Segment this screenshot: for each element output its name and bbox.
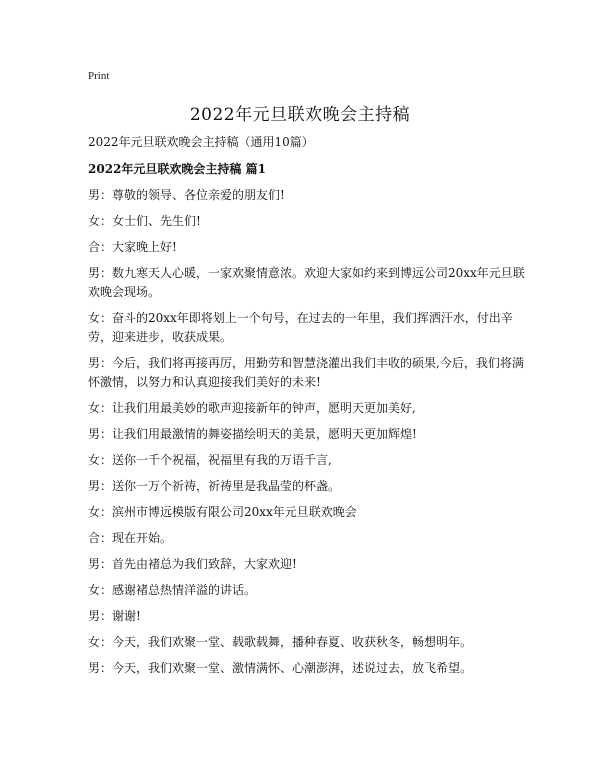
script-line: 男：尊敬的领导、各位亲爱的朋友们!: [88, 188, 285, 202]
script-line: 女：送你一千个祝福，祝福里有我的万语千言,: [88, 453, 332, 467]
page-title: 2022年元旦联欢晚会主持稿: [189, 105, 411, 125]
script-line: 女：今天，我们欢聚一堂、载歌载舞，播种春夏、收获秋冬，畅想明年。: [88, 635, 473, 649]
document-subtitle: 2022年元旦联欢晚会主持稿（通用10篇）: [88, 135, 314, 149]
print-label[interactable]: Print: [88, 70, 110, 82]
script-line: 男：首先由褚总为我们致辞，大家欢迎!: [88, 557, 297, 571]
script-line: 男：谢谢!: [88, 609, 141, 623]
script-line: 女：感谢褚总热情洋溢的讲话。: [88, 583, 257, 597]
section-heading: 2022年元旦联欢晚会主持稿 篇1: [88, 162, 266, 176]
script-line: 女：奋斗的20xx年即将划上一个句号，在过去的一年里，我们挥洒汗水，付出辛劳，迎来进步，收获成果。: [88, 311, 513, 344]
script-line: 男：今后，我们将再接再厉，用勤劳和智慧浇灌出我们丰收的硕果,今后，我们将满怀激情，以努力和认真迎接我们美好的未来!: [88, 356, 524, 389]
script-line: 男：数九寒天人心暖，一家欢聚情意浓。欢迎大家如约来到博远公司20xx年元旦联欢晚会现场。: [88, 266, 525, 299]
script-line: 女：滨州市博远模版有限公司20xx年元旦联欢晚会: [88, 505, 357, 519]
script-line: 合：现在开始。: [88, 531, 173, 545]
script-line: 女：让我们用最美妙的歌声迎接新年的钟声，愿明天更加美好,: [88, 401, 416, 415]
script-line: 男：让我们用最激情的舞姿描绘明天的美景，愿明天更加辉煌!: [88, 427, 417, 441]
script-lines: [88, 186, 528, 685]
script-line: 女：女士们、先生们!: [88, 214, 201, 228]
script-line: 男：送你一万个祈祷，祈祷里是我晶莹的杯盏。: [88, 479, 341, 493]
script-line: 男：今天，我们欢聚一堂、激情满怀、心潮澎湃，述说过去，放飞希望。: [88, 661, 473, 675]
script-line: 合：大家晚上好!: [88, 240, 177, 254]
